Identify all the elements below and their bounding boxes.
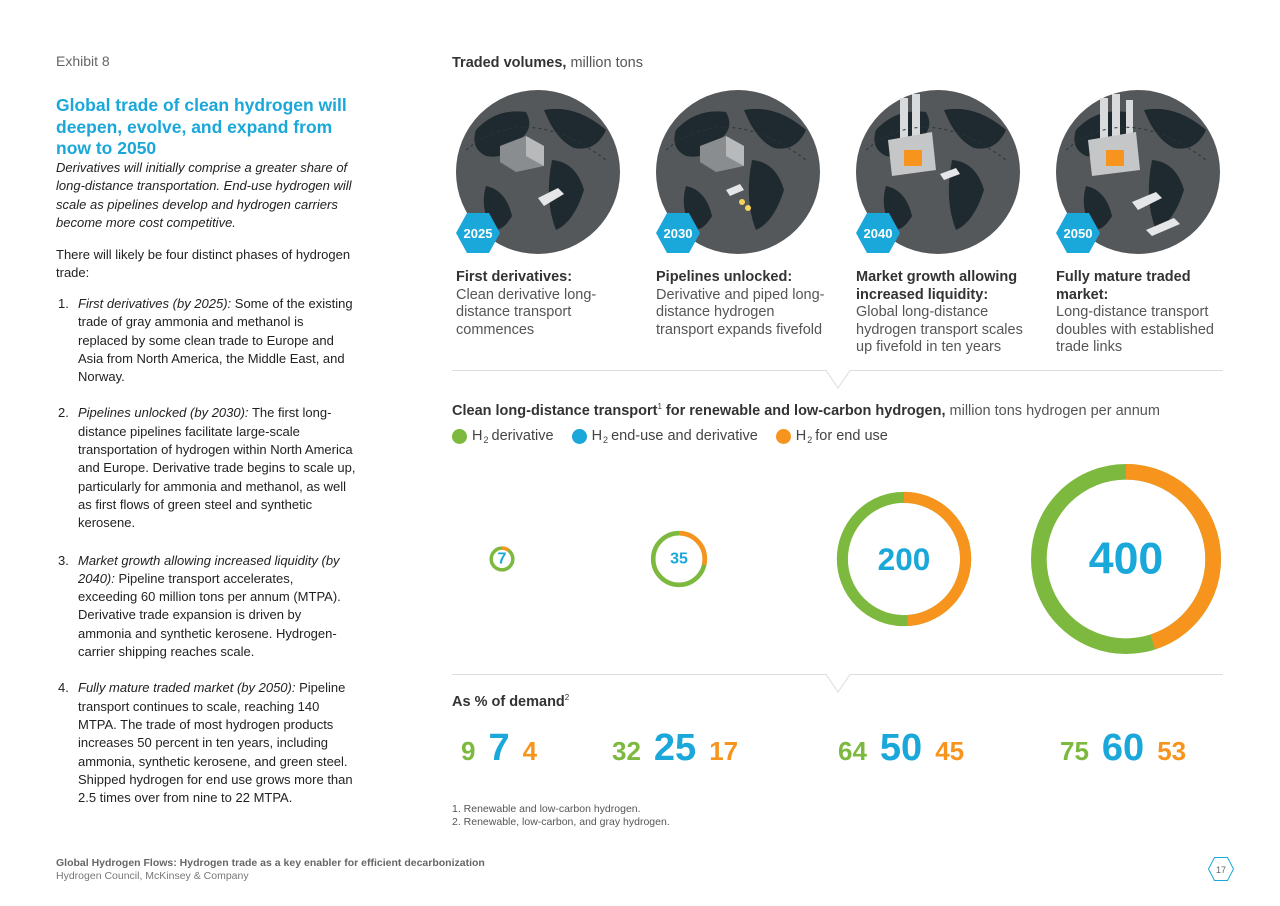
- legend-sub: 2: [603, 435, 609, 445]
- phase-caption-body: Derivative and piped long-distance hydrogen transport expands fivefold: [656, 286, 825, 338]
- year-hex-2025: [456, 213, 500, 253]
- demand-value-end-use: 53: [1157, 736, 1187, 766]
- phase-number: 2.: [58, 405, 69, 421]
- phase-list: [56, 295, 356, 807]
- phase-text: Pipeline transport continues to scale, reaching 140 MTPA. The trade of most hydrogen products increases 50 percent in ten years, including ammonia, synthetic kerosene, and green steel. Shipped hydrogen for end use grows more than 2.5 times over from nine to 22 MTPA.: [78, 680, 353, 806]
- phase-item-1: [56, 295, 356, 386]
- phase-text: The first long-distance pipelines facilitate large-scale transportation of hydrogen within North America and Europe. Derivative trade begins to scale up, particularly for ammonia and methanol, as well as first flows of green steel and synthetic kerosene.: [78, 405, 356, 531]
- phase-caption-head: Fully mature traded market:: [1056, 269, 1191, 303]
- demand-group-2050: [1060, 727, 1186, 770]
- legend-text: end-use and derivative: [611, 428, 758, 444]
- phase-item-2: [56, 404, 356, 532]
- transport-section-label: [452, 402, 1160, 419]
- phase-lead: Market growth allowing increased liquidity (by 2040):: [78, 552, 340, 586]
- phase-item-3: [56, 552, 356, 662]
- legend-text: for end use: [815, 428, 888, 444]
- year-hex-2040: [856, 213, 900, 253]
- donut-total-2040: 200: [877, 541, 931, 577]
- legend-text: H: [472, 428, 483, 444]
- demand-title: As % of demand: [452, 693, 565, 710]
- legend-swatch-end-use: [776, 429, 791, 444]
- phase-text: Some of the existing trade of gray ammonia and methanol is replaced by some clean trade to Europe and Asia from North America, the Middle East, and Norway.: [78, 296, 353, 385]
- year-label: 2025: [463, 226, 493, 241]
- demand-value-combined: 25: [653, 727, 697, 769]
- traded-volumes-title: Traded volumes,: [452, 55, 567, 71]
- phase-caption-body: Global long-distance hydrogen transport scales up fivefold in ten years: [856, 304, 1023, 355]
- demand-value-derivative: 9: [461, 736, 476, 766]
- year-label: 2050: [1063, 226, 1093, 241]
- phase-caption-2040: [856, 269, 1034, 357]
- demand-value-derivative: 32: [612, 736, 641, 766]
- page-number-badge: [1208, 857, 1234, 881]
- phase-lead: Fully mature traded market (by 2050):: [78, 680, 296, 696]
- legend-sub: 2: [807, 435, 813, 445]
- donut-total-2030: 35: [670, 550, 688, 568]
- donut-total-2025: 7: [497, 550, 507, 568]
- footer-publisher: Hydrogen Council, McKinsey & Company: [56, 869, 249, 882]
- traded-volumes-label: [452, 55, 643, 71]
- demand-group-2025: [461, 727, 537, 770]
- phase-caption-body: Long-distance transport doubles with established trade links: [1056, 304, 1214, 355]
- chart-legend: [452, 428, 906, 444]
- donut-total-2050: 400: [1088, 534, 1164, 584]
- phase-caption-2025: [456, 269, 634, 339]
- legend-item-derivative: [452, 428, 554, 444]
- exhibit-label: Exhibit 8: [56, 53, 110, 69]
- footnote-1: 1. Renewable and low-carbon hydrogen.: [452, 803, 641, 815]
- page-footer: [56, 857, 485, 882]
- year-label: 2030: [663, 226, 693, 241]
- year-hex-2030: [656, 213, 700, 253]
- demand-footnote-ref: 2: [564, 693, 570, 702]
- phase-caption-head: Market growth allowing increased liquidity:: [856, 269, 1018, 303]
- legend-text: H: [795, 428, 807, 444]
- phase-number: 3.: [58, 552, 69, 568]
- section-divider-1: [452, 362, 1223, 390]
- phase-caption-2050: [1056, 269, 1234, 357]
- phase-number: 1.: [58, 296, 69, 311]
- legend-text: H: [591, 428, 603, 444]
- legend-item-combined: [572, 428, 758, 444]
- transport-title-rest: for renewable and low-carbon hydrogen,: [661, 402, 946, 419]
- phase-caption-body: Clean derivative long-distance transport commences: [456, 286, 597, 338]
- donut-chart: [452, 455, 1232, 665]
- demand-value-end-use: 4: [522, 736, 538, 766]
- legend-swatch-derivative: [452, 429, 467, 444]
- demand-value-derivative: 64: [838, 736, 867, 766]
- demand-section-label: [452, 693, 569, 710]
- demand-value-combined: 60: [1101, 727, 1145, 769]
- phase-caption-head: First derivatives:: [456, 269, 573, 285]
- phase-caption-head: Pipelines unlocked:: [656, 269, 793, 285]
- demand-value-combined: 7: [488, 727, 510, 769]
- year-label: 2040: [863, 226, 893, 241]
- phase-lead: Pipelines unlocked (by 2030):: [78, 405, 249, 421]
- traded-volumes-unit: million tons: [570, 55, 643, 71]
- demand-value-combined: 50: [879, 727, 923, 769]
- page-title: Global trade of clean hydrogen will deepen, evolve, and expand from now to 2050: [56, 95, 347, 158]
- footnote-2: 2. Renewable, low-carbon, and gray hydrogen.: [452, 815, 670, 828]
- transport-footnote-ref: 1: [657, 402, 662, 411]
- legend-item-end-use: [776, 428, 888, 444]
- phase-lead: First derivatives (by 2025):: [78, 296, 232, 311]
- phase-item-4: [56, 679, 356, 807]
- footer-title: Global Hydrogen Flows: Hydrogen trade as a key enabler for efficient decarbonization: [56, 857, 485, 869]
- intro-text: There will likely be four distinct phases of hydrogen trade:: [56, 247, 351, 281]
- phase-text: Pipeline transport accelerates, exceeding 60 million tons per annum (MTPA). Derivative trade expansion is driven by ammonia and synthetic kerosene. Hydrogen-carrier shipping reaches scale.: [78, 570, 341, 660]
- legend-text: derivative: [491, 428, 554, 444]
- demand-value-end-use: 17: [709, 736, 739, 766]
- transport-unit: million tons hydrogen per annum: [949, 402, 1160, 419]
- legend-swatch-combined: [572, 429, 587, 444]
- demand-group-2030: [612, 727, 738, 770]
- phase-number: 4.: [58, 680, 69, 696]
- section-divider-2: [452, 666, 1223, 694]
- year-hex-2050: [1056, 213, 1100, 253]
- demand-value-derivative: 75: [1060, 736, 1089, 766]
- demand-group-2040: [838, 727, 964, 770]
- page-number: 17: [1215, 865, 1227, 875]
- legend-sub: 2: [483, 435, 489, 445]
- phase-caption-2030: [656, 269, 834, 339]
- footnotes: [452, 803, 670, 828]
- page-subtitle: Derivatives will initially comprise a greater share of long-distance transportation. End-use hydrogen will scale as pipelines develop and hydrogen carriers become more cost competitive.: [56, 160, 352, 230]
- transport-title: Clean long-distance transport: [452, 402, 658, 419]
- demand-value-end-use: 45: [935, 736, 965, 766]
